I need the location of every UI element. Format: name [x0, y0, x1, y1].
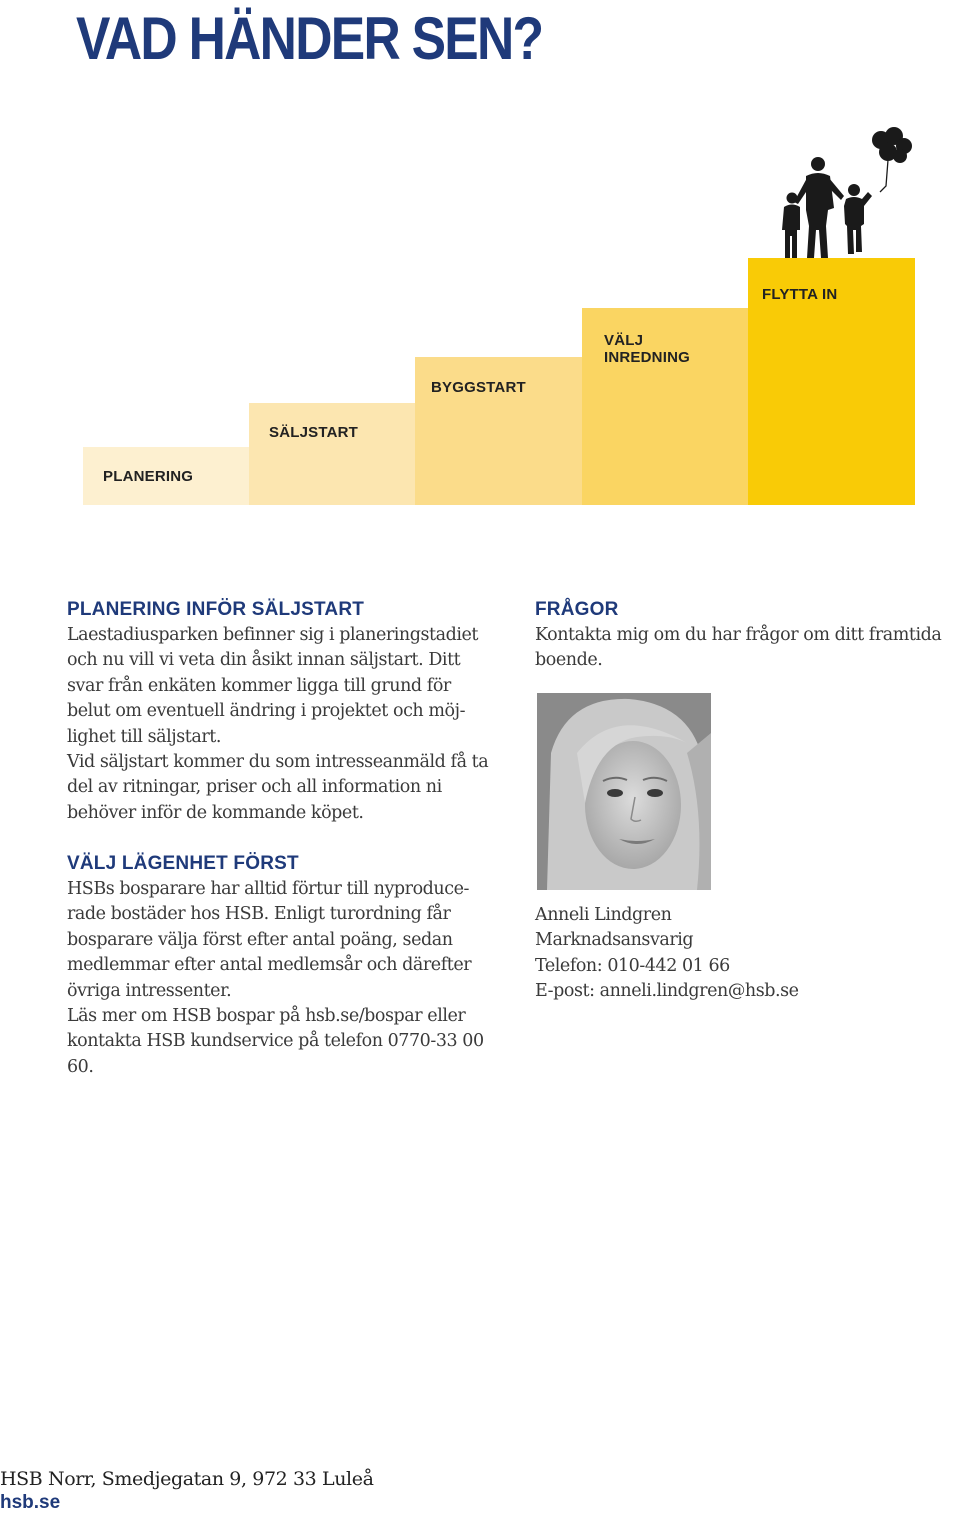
text-line: och nu vill vi veta din åsikt innan säljstart. Ditt [67, 650, 461, 671]
step-label: VÄLJ INREDNING [604, 332, 690, 366]
step-saljstart [249, 403, 415, 505]
text-line: belut om eventuell ändring i projektet och möj- [67, 701, 466, 722]
contact-details [535, 903, 799, 1005]
step-flytta-in [748, 258, 915, 505]
section-heading: VÄLJ LÄGENHET FÖRST [67, 853, 299, 874]
text-line: medlemmar efter antal medlemsår och därefter [67, 955, 472, 976]
family-silhouette-icon [776, 126, 918, 258]
section-planering [67, 597, 517, 826]
text-line: övriga intressenter. [67, 980, 232, 1001]
contact-portrait-photo [537, 693, 711, 890]
text-line: behöver inför de kommande köpet. [67, 802, 364, 823]
contact-phone[interactable]: Telefon: 010-442 01 66 [535, 955, 730, 976]
section-fragor [535, 597, 959, 674]
text-line: boende. [535, 650, 603, 671]
text-line: del av ritningar, priser och all information ni [67, 777, 442, 798]
footer-address: HSB Norr, Smedjegatan 9, 972 33 Luleå [0, 1468, 374, 1490]
step-label: FLYTTA IN [762, 286, 838, 303]
step-label: PLANERING [103, 468, 194, 485]
contact-role: Marknadsansvarig [535, 930, 694, 951]
text-line: 60. [67, 1056, 94, 1077]
portrait-face-icon [537, 693, 711, 890]
step-valj-inredning [582, 308, 748, 505]
text-line: Kontakta mig om du har frågor om ditt framtida [535, 625, 942, 645]
step-label: SÄLJSTART [269, 424, 359, 441]
contact-name: Anneli Lindgren [535, 905, 672, 925]
text-line: Vid säljstart kommer du som intresseanmäld få ta [67, 752, 489, 773]
contact-email[interactable]: E-post: anneli.lindgren@hsb.se [535, 981, 799, 1002]
step-label: BYGGSTART [431, 379, 526, 396]
section-heading: PLANERING INFÖR SÄLJSTART [67, 599, 365, 620]
footer-website-link[interactable]: hsb.se [0, 1492, 61, 1513]
step-byggstart [415, 357, 582, 505]
text-line: HSBs bosparare har alltid förtur till nyproduce- [67, 879, 469, 899]
text-line: lighet till säljstart. [67, 726, 221, 747]
page-title: VAD HÄNDER SEN? [76, 5, 543, 72]
section-valj-lagenhet [67, 851, 517, 1080]
text-line: rade bostäder hos HSB. Enligt turordning får [67, 904, 451, 925]
footer [0, 1466, 374, 1514]
text-line: Laestadiusparken befinner sig i planeringstadiet [67, 625, 478, 645]
text-line: Läs mer om HSB bospar på hsb.se/bospar eller [67, 1006, 466, 1027]
step-planering [83, 447, 249, 505]
text-line: kontakta HSB kundservice på telefon 0770-33 00 [67, 1031, 484, 1052]
text-line: svar från enkäten kommer ligga till grund för [67, 675, 451, 696]
text-line: bosparare välja först efter antal poäng, sedan [67, 929, 453, 950]
section-heading: FRÅGOR [535, 599, 619, 620]
